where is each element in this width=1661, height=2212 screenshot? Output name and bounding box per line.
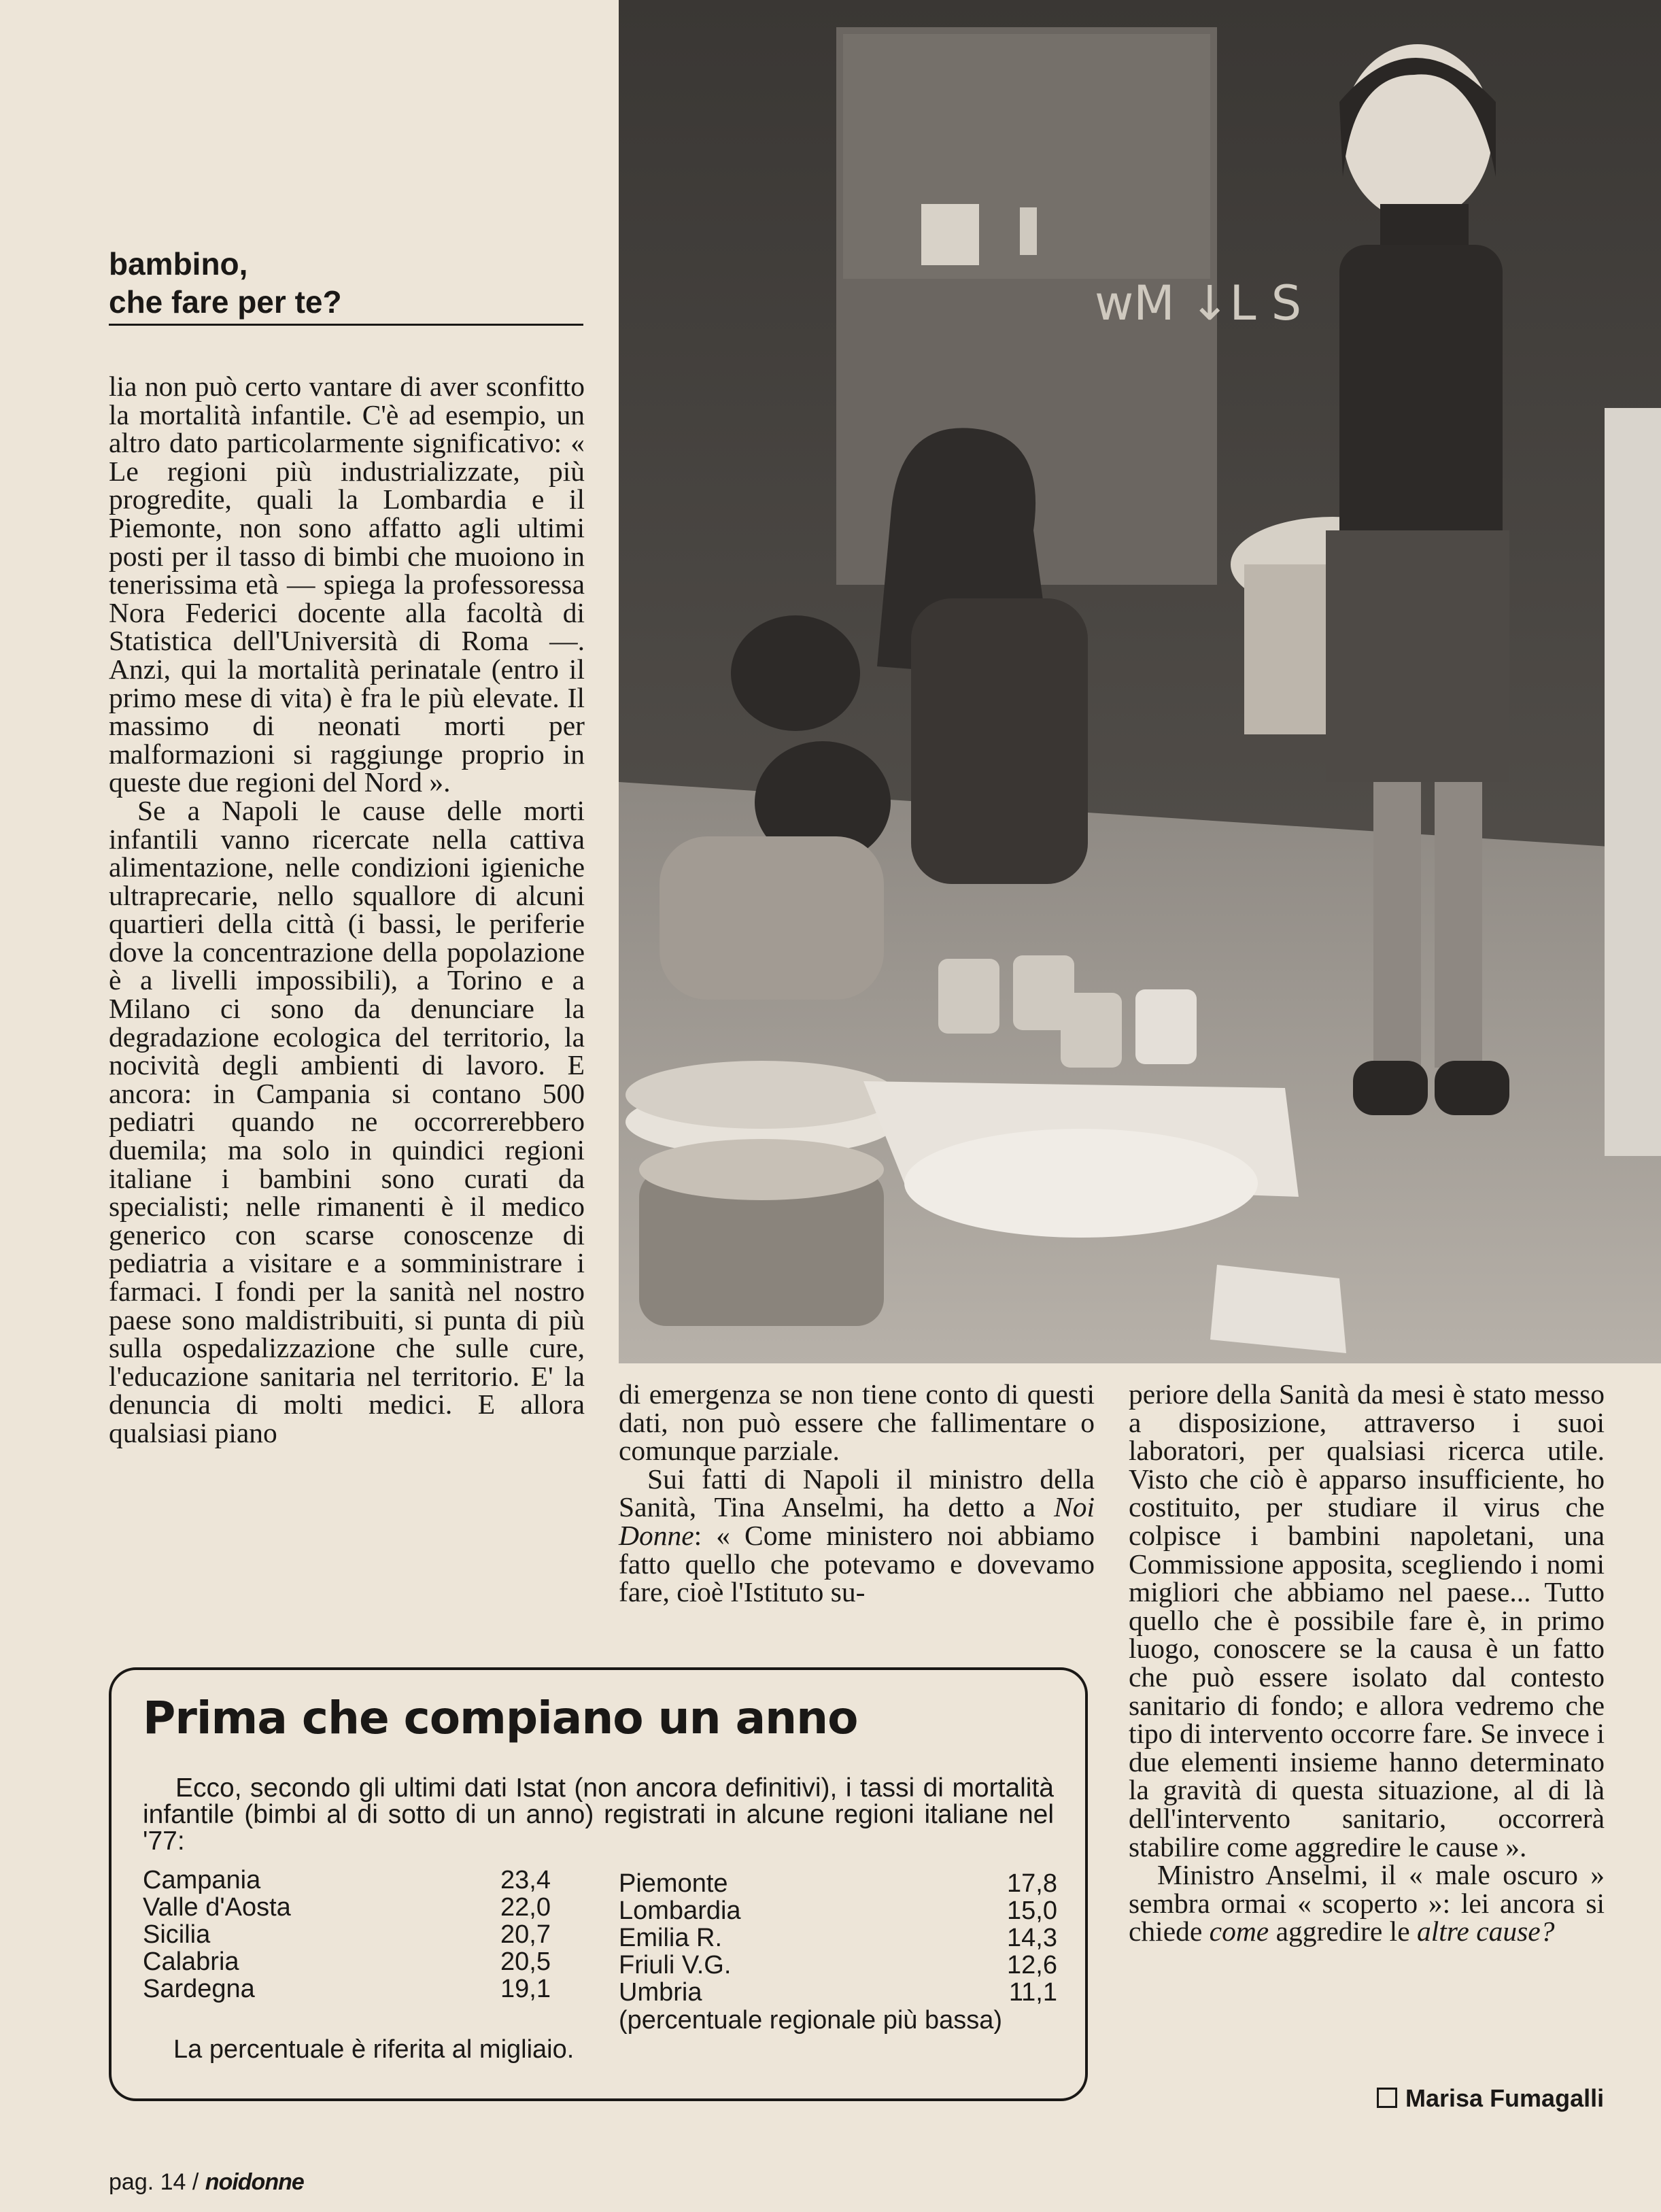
italic-altre-cause: altre cause?	[1417, 1916, 1555, 1947]
table-row	[143, 1867, 551, 1894]
col1-paragraph-2: Se a Napoli le cause delle morti infantili vanno ricercate nella cattiva alimentazione, nelle condizioni igieniche ultraprecarie, nello squallore di alcuni quartieri della città (i bassi, le periferie dove la concentrazione della popolazione è a livelli impossibili), a Torino e a Milano ci sono da denunciare la degradazione ecologica del territorio, la nocività degli ambienti di lavoro. E ancora: in Campania si contano 500 pediatri quando ne occorrerebbero duemila; ma solo in quindici regioni italiane i bambini sono curati da specialisti; nelle rimanenti è il medico generico con scarse conoscenze di pediatria a visitare e a somministrare i farmaci. I fondi per la sanità nel nostro paese sono maldistribuiti, si punta di più sulla ospedalizzazione che sulle cure, l'educazione sanitaria nel territorio. E' la denuncia di molti medici. E allora qualsiasi piano	[109, 794, 585, 1448]
region-name: Piemonte	[619, 1869, 728, 1898]
page-number: pag. 14 /	[109, 2169, 199, 2195]
region-rate: 20,5	[500, 1947, 551, 1976]
table-row	[619, 1924, 1057, 1952]
square-bullet-icon	[1377, 2088, 1397, 2108]
region-rate: 20,7	[500, 1920, 551, 1949]
box-intro-text: Ecco, secondo gli ultimi dati Istat (non ancora definitivi), i tassi di mortalità infantile (bimbi al di sotto di un anno) registrati in alcune regioni italiane nel '77:	[143, 1773, 1054, 1856]
col3-paragraph-2	[1129, 1861, 1605, 1946]
title-rule	[109, 324, 583, 326]
table-row	[143, 1894, 551, 1921]
region-name: Sicilia	[143, 1920, 211, 1949]
table-row	[143, 1921, 551, 1948]
col2-p2-end: : « Come ministero noi abbiamo fatto quello che potevamo e dovevamo fare, cioè l'Istituto su-	[619, 1519, 1095, 1608]
article-photo	[619, 0, 1661, 1363]
region-name: Campania	[143, 1866, 261, 1894]
region-rate: 14,3	[1007, 1924, 1057, 1952]
column-1	[109, 373, 585, 1448]
col3-paragraph-1: periore della Sanità da mesi è stato messo a disposizione, attraverso i suoi laboratori, per qualsiasi ricerca utile. Visto che ciò è apparso insufficiente, ho costituito, per studiare il virus che colpisce i bambini napoletani, una Commissione apposita, scegliendo i nomi migliori che abbiamo nel paese... Tutto quello che è possibile fare è, in primo luogo, conoscere se la causa è un fatto che può essere isolato dal contesto sanitario di fondo; e allora vedremo che tipo di intervento occorre fare. Se invece i due elementi insieme hanno determinato la gravità di questa situazione, al di là dell'intervento sanitario, occorrerà stabilire come aggredire le cause ».	[1129, 1378, 1605, 1862]
author-byline	[1377, 2084, 1604, 2113]
region-rate: 19,1	[500, 1975, 551, 2003]
rates-table-left	[143, 1867, 551, 2003]
region-rate: 15,0	[1007, 1896, 1057, 1925]
table-row	[619, 1952, 1057, 1979]
col3-p2-mid: aggredire le	[1275, 1916, 1410, 1947]
column-3	[1129, 1380, 1605, 1946]
table-row	[619, 1979, 1057, 2006]
col2-p2-start: Sui fatti di Napoli il ministro della Sanità, Tina Anselmi, ha detto a	[619, 1463, 1095, 1523]
region-name: Calabria	[143, 1947, 239, 1976]
box-footnote: La percentuale è riferita al migliaio.	[173, 2035, 575, 2064]
col1-paragraph-1: lia non può certo vantare di aver sconfitto la mortalità infantile. C'è ad esempio, un altro dato particolarmente significativo: « Le regioni più industrializzate, più progredite, quali la Lombardia e il Piemonte, non sono affatto agli ultimi posti per il tasso di bimbi che muoiono in tenerissima età — spiega la professoressa Nora Federici docente alla facoltà di Statistica dell'Università di Roma —. Anzi, qui la mortalità perinatale (entro il primo mese di vita) è fra le più elevate. Il massimo di neonati morti per malformazioni si raggiunge proprio in queste due regioni del Nord ».	[109, 371, 585, 798]
col2-paragraph-1: di emergenza se non tiene conto di questi dati, non può essere che fallimentare o comunque parziale.	[619, 1378, 1095, 1467]
magazine-logo: noidonne	[205, 2169, 304, 2195]
col3-p2-start: Ministro Anselmi, il « male oscuro » sembra ormai « scoperto »: lei ancora si chiede	[1129, 1859, 1605, 1947]
author-name: Marisa Fumagalli	[1405, 2084, 1605, 2112]
region-rate: 23,4	[500, 1866, 551, 1894]
box-title: Prima che compiano un anno	[143, 1692, 858, 1744]
region-rate: 22,0	[500, 1893, 551, 1922]
region-name: Friuli V.G.	[619, 1951, 732, 1979]
magazine-name-italic: Noi Donne	[619, 1491, 1095, 1551]
table-row	[143, 1975, 551, 2003]
box-intro	[143, 1775, 1054, 1854]
rates-table-right	[619, 1870, 1057, 2006]
region-rate: 17,8	[1007, 1869, 1057, 1898]
region-rate: 12,6	[1007, 1951, 1057, 1979]
table-row	[619, 1897, 1057, 1924]
region-rate: 11,1	[1008, 1978, 1057, 2007]
region-name: Lombardia	[619, 1896, 741, 1925]
col2-paragraph-2	[619, 1465, 1095, 1607]
region-name: Valle d'Aosta	[143, 1893, 291, 1922]
region-name: Emilia R.	[619, 1924, 723, 1952]
table-row	[619, 1870, 1057, 1897]
table-row	[143, 1948, 551, 1975]
lowest-rate-note: (percentuale regionale più bassa)	[619, 2006, 1003, 2035]
title-line-1: bambino,	[109, 246, 248, 282]
page-footer	[109, 2169, 304, 2196]
region-name: Umbria	[619, 1978, 702, 2007]
article-title	[109, 245, 585, 321]
italic-come: come	[1209, 1916, 1269, 1947]
region-name: Sardegna	[143, 1975, 255, 2003]
photo-illustration	[619, 0, 1661, 1363]
column-2	[619, 1380, 1095, 1607]
wall-graffiti: wM ↓L S	[1095, 275, 1302, 331]
title-line-2: che fare per te?	[109, 284, 342, 320]
